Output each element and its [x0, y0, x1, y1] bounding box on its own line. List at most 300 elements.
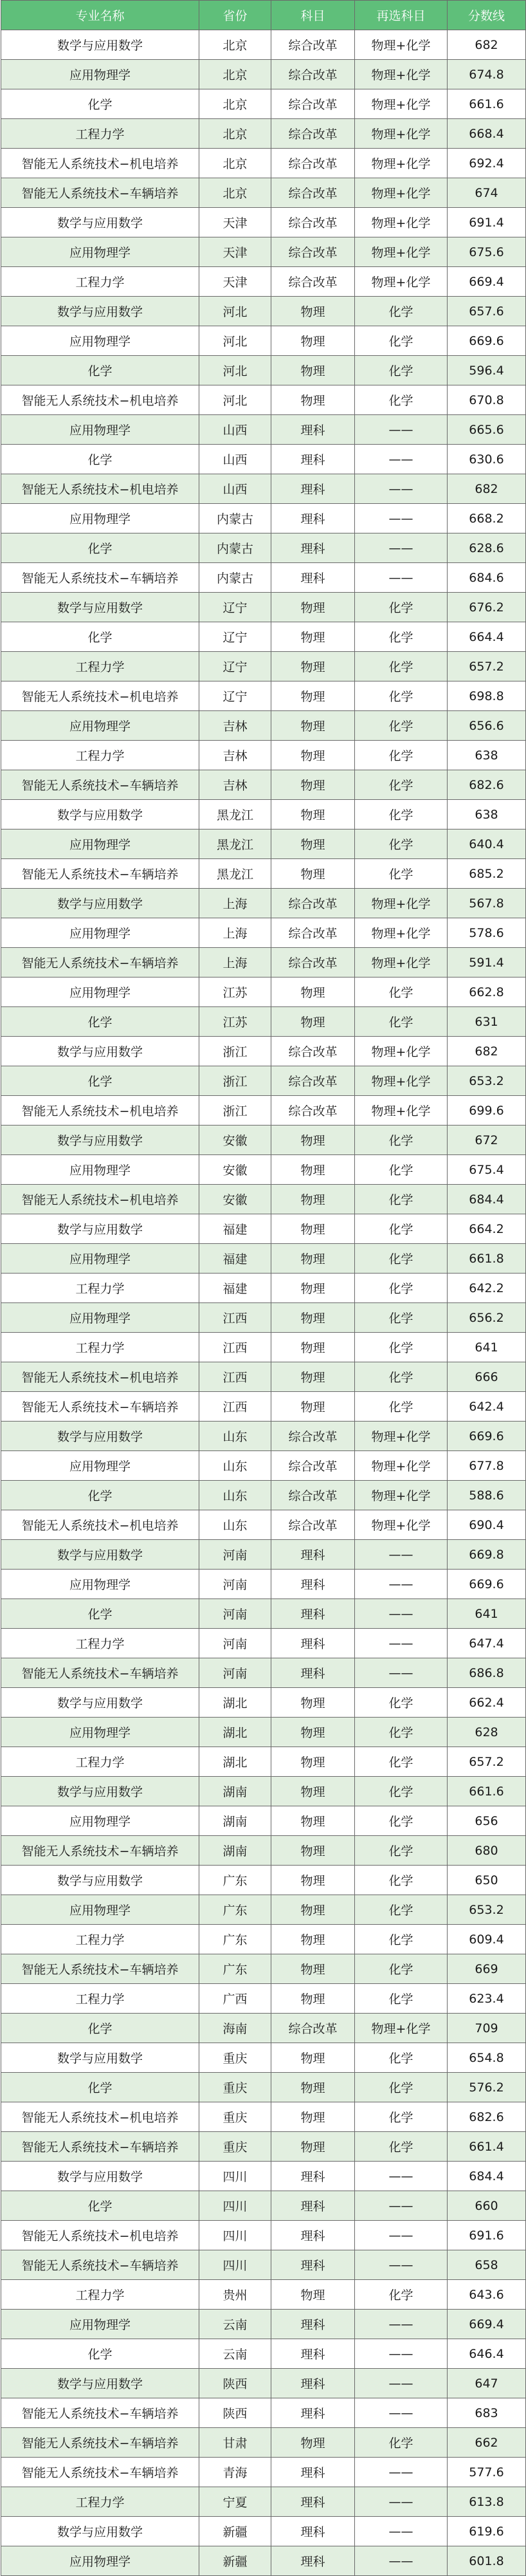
province-cell: 上海 — [199, 889, 271, 918]
major-cell: 智能无人系统技术−车辆培养 — [1, 2250, 199, 2280]
elective-cell: 化学 — [355, 2043, 448, 2073]
subject-cell: 综合改革 — [271, 1066, 355, 1096]
table-row — [1, 1866, 526, 1895]
elective-cell: 化学 — [355, 385, 448, 415]
score-cell: 628 — [448, 1718, 526, 1747]
province-cell: 青海 — [199, 2458, 271, 2487]
province-cell: 浙江 — [199, 1037, 271, 1066]
major-cell: 智能无人系统技术−车辆培养 — [1, 2428, 199, 2458]
elective-cell: 化学 — [355, 1185, 448, 1214]
province-cell: 广西 — [199, 1984, 271, 2014]
province-cell: 北京 — [199, 60, 271, 89]
score-cell: 661.6 — [448, 89, 526, 119]
subject-cell: 物理 — [271, 1126, 355, 1155]
table-row — [1, 445, 526, 474]
major-cell: 化学 — [1, 89, 199, 119]
score-cell: 640.4 — [448, 829, 526, 859]
score-cell: 662.8 — [448, 978, 526, 1007]
major-cell: 数学与应用数学 — [1, 1422, 199, 1451]
score-cell: 623.4 — [448, 1984, 526, 2014]
elective-cell: 化学 — [355, 593, 448, 622]
province-cell: 重庆 — [199, 2073, 271, 2102]
table-header — [1, 1, 526, 30]
major-cell: 智能无人系统技术−机电培养 — [1, 474, 199, 504]
major-cell: 智能无人系统技术−车辆培养 — [1, 563, 199, 593]
score-cell: 576.2 — [448, 2073, 526, 2102]
elective-cell: 物理+化学 — [355, 89, 448, 119]
score-cell: 650 — [448, 1866, 526, 1895]
score-cell: 675.4 — [448, 1155, 526, 1185]
province-cell: 天津 — [199, 237, 271, 267]
elective-cell: 物理+化学 — [355, 178, 448, 208]
elective-cell: 化学 — [355, 652, 448, 681]
score-cell: 660 — [448, 2191, 526, 2221]
elective-cell: 物理+化学 — [355, 30, 448, 60]
major-cell: 应用物理学 — [1, 1244, 199, 1274]
province-cell: 山东 — [199, 1510, 271, 1540]
table-row — [1, 711, 526, 741]
subject-cell: 物理 — [271, 1747, 355, 1777]
subject-cell: 理科 — [271, 1658, 355, 1688]
major-cell: 工程力学 — [1, 1333, 199, 1362]
province-cell: 重庆 — [199, 2043, 271, 2073]
province-cell: 河北 — [199, 297, 271, 326]
province-cell: 辽宁 — [199, 593, 271, 622]
subject-cell: 物理 — [271, 1214, 355, 1244]
score-cell: 647 — [448, 2369, 526, 2398]
table-row — [1, 1984, 526, 2014]
subject-cell: 综合改革 — [271, 89, 355, 119]
subject-cell: 理科 — [271, 1570, 355, 1599]
province-cell: 湖北 — [199, 1747, 271, 1777]
major-cell: 化学 — [1, 2073, 199, 2102]
table-row — [1, 178, 526, 208]
score-cell: 656.2 — [448, 1303, 526, 1333]
province-cell: 江西 — [199, 1362, 271, 1392]
subject-cell: 物理 — [271, 1155, 355, 1185]
province-cell: 浙江 — [199, 1096, 271, 1126]
subject-cell: 物理 — [271, 2102, 355, 2132]
elective-cell: 化学 — [355, 1214, 448, 1244]
score-cell: 641 — [448, 1599, 526, 1629]
major-cell: 工程力学 — [1, 1984, 199, 2014]
table-row — [1, 1214, 526, 1244]
score-cell: 669.6 — [448, 1570, 526, 1599]
elective-cell: —— — [355, 504, 448, 533]
major-cell: 应用物理学 — [1, 1806, 199, 1836]
table-row — [1, 1274, 526, 1303]
score-cell: 674 — [448, 178, 526, 208]
score-cell: 690.4 — [448, 1510, 526, 1540]
major-cell: 化学 — [1, 1066, 199, 1096]
major-cell: 数学与应用数学 — [1, 297, 199, 326]
province-cell: 四川 — [199, 2221, 271, 2250]
elective-cell: 化学 — [355, 326, 448, 356]
table-body — [1, 30, 526, 2576]
elective-cell: 化学 — [355, 622, 448, 652]
score-cell: 676.2 — [448, 593, 526, 622]
subject-cell: 物理 — [271, 1836, 355, 1866]
table-row — [1, 356, 526, 385]
score-cell: 661.6 — [448, 1777, 526, 1806]
province-cell: 辽宁 — [199, 652, 271, 681]
score-cell: 661.8 — [448, 1244, 526, 1274]
major-cell: 智能无人系统技术−车辆培养 — [1, 2132, 199, 2162]
subject-cell: 物理 — [271, 978, 355, 1007]
score-table — [1, 0, 526, 2576]
major-cell: 化学 — [1, 445, 199, 474]
subject-cell: 综合改革 — [271, 60, 355, 89]
elective-cell: 物理+化学 — [355, 267, 448, 297]
subject-cell: 综合改革 — [271, 918, 355, 948]
table-row — [1, 1155, 526, 1185]
major-cell: 数学与应用数学 — [1, 593, 199, 622]
province-cell: 云南 — [199, 2310, 271, 2339]
subject-cell: 理科 — [271, 1540, 355, 1570]
elective-cell: 物理+化学 — [355, 1066, 448, 1096]
province-cell: 山东 — [199, 1481, 271, 1510]
major-cell: 数学与应用数学 — [1, 1540, 199, 1570]
subject-cell: 物理 — [271, 1244, 355, 1274]
major-cell: 工程力学 — [1, 1747, 199, 1777]
elective-cell: —— — [355, 2487, 448, 2517]
major-cell: 数学与应用数学 — [1, 1214, 199, 1244]
score-cell: 709 — [448, 2014, 526, 2043]
elective-cell: 化学 — [355, 1333, 448, 1362]
score-cell: 674.8 — [448, 60, 526, 89]
province-cell: 河南 — [199, 1570, 271, 1599]
score-cell: 657.6 — [448, 297, 526, 326]
major-cell: 应用物理学 — [1, 415, 199, 445]
table-row — [1, 267, 526, 297]
province-cell: 吉林 — [199, 770, 271, 800]
major-cell: 化学 — [1, 1007, 199, 1037]
score-cell: 685.2 — [448, 859, 526, 889]
major-cell: 应用物理学 — [1, 1718, 199, 1747]
score-cell: 613.8 — [448, 2487, 526, 2517]
score-cell: 666 — [448, 1362, 526, 1392]
score-cell: 669.6 — [448, 326, 526, 356]
major-cell: 智能无人系统技术−车辆培养 — [1, 1658, 199, 1688]
subject-cell: 物理 — [271, 1777, 355, 1806]
elective-cell: 化学 — [355, 829, 448, 859]
table-row — [1, 1037, 526, 1066]
score-cell: 601.8 — [448, 2546, 526, 2576]
subject-cell: 综合改革 — [271, 149, 355, 178]
subject-cell: 理科 — [271, 1599, 355, 1629]
table-row — [1, 1392, 526, 1422]
subject-cell: 理科 — [271, 2546, 355, 2576]
score-cell: 683 — [448, 2398, 526, 2428]
table-row — [1, 741, 526, 770]
subject-cell: 综合改革 — [271, 1096, 355, 1126]
elective-cell: 物理+化学 — [355, 149, 448, 178]
major-cell: 智能无人系统技术−车辆培养 — [1, 770, 199, 800]
elective-cell: 化学 — [355, 1806, 448, 1836]
elective-cell: —— — [355, 1599, 448, 1629]
subject-cell: 物理 — [271, 1806, 355, 1836]
major-cell: 数学与应用数学 — [1, 2162, 199, 2191]
subject-cell: 综合改革 — [271, 30, 355, 60]
elective-cell: 化学 — [355, 1688, 448, 1718]
subject-cell: 理科 — [271, 2458, 355, 2487]
province-cell: 湖南 — [199, 1777, 271, 1806]
subject-cell: 综合改革 — [271, 889, 355, 918]
elective-cell: 物理+化学 — [355, 1422, 448, 1451]
major-cell: 应用物理学 — [1, 711, 199, 741]
score-cell: 588.6 — [448, 1481, 526, 1510]
major-cell: 数学与应用数学 — [1, 889, 199, 918]
elective-cell: 化学 — [355, 741, 448, 770]
province-cell: 海南 — [199, 2014, 271, 2043]
table-row — [1, 60, 526, 89]
province-cell: 北京 — [199, 149, 271, 178]
elective-cell: 化学 — [355, 356, 448, 385]
major-cell: 智能无人系统技术−机电培养 — [1, 2102, 199, 2132]
major-cell: 应用物理学 — [1, 504, 199, 533]
major-cell: 应用物理学 — [1, 237, 199, 267]
subject-cell: 物理 — [271, 1688, 355, 1718]
province-cell: 天津 — [199, 208, 271, 237]
score-cell: 656 — [448, 1806, 526, 1836]
table-row — [1, 2014, 526, 2043]
subject-cell: 物理 — [271, 711, 355, 741]
score-cell: 619.6 — [448, 2517, 526, 2546]
subject-cell: 物理 — [271, 770, 355, 800]
province-cell: 广东 — [199, 1925, 271, 1954]
score-cell: 578.6 — [448, 918, 526, 948]
elective-cell: 物理+化学 — [355, 1481, 448, 1510]
elective-cell: 化学 — [355, 297, 448, 326]
table-row — [1, 533, 526, 563]
table-row — [1, 2132, 526, 2162]
major-cell: 应用物理学 — [1, 1895, 199, 1925]
elective-cell: 物理+化学 — [355, 60, 448, 89]
table-row — [1, 1422, 526, 1451]
score-cell: 662.4 — [448, 1688, 526, 1718]
table-row — [1, 829, 526, 859]
major-cell: 数学与应用数学 — [1, 2043, 199, 2073]
subject-cell: 物理 — [271, 326, 355, 356]
province-cell: 贵州 — [199, 2280, 271, 2310]
table-row — [1, 1007, 526, 1037]
score-cell: 638 — [448, 800, 526, 829]
subject-cell: 理科 — [271, 2310, 355, 2339]
elective-cell: 物理+化学 — [355, 889, 448, 918]
province-cell: 浙江 — [199, 1066, 271, 1096]
table-row — [1, 1718, 526, 1747]
subject-cell: 物理 — [271, 741, 355, 770]
major-cell: 数学与应用数学 — [1, 1866, 199, 1895]
province-cell: 天津 — [199, 267, 271, 297]
score-cell: 657.2 — [448, 652, 526, 681]
major-cell: 应用物理学 — [1, 978, 199, 1007]
table-row — [1, 1244, 526, 1274]
table-row — [1, 978, 526, 1007]
elective-cell: 物理+化学 — [355, 1510, 448, 1540]
major-cell: 数学与应用数学 — [1, 1126, 199, 1155]
major-cell: 化学 — [1, 1599, 199, 1629]
table-row — [1, 474, 526, 504]
subject-cell: 物理 — [271, 622, 355, 652]
province-cell: 北京 — [199, 30, 271, 60]
table-row — [1, 2398, 526, 2428]
subject-cell: 物理 — [271, 1392, 355, 1422]
subject-cell: 综合改革 — [271, 1481, 355, 1510]
major-cell: 工程力学 — [1, 1274, 199, 1303]
elective-cell: —— — [355, 2339, 448, 2369]
subject-cell: 物理 — [271, 2073, 355, 2102]
table-row — [1, 800, 526, 829]
table-row — [1, 1599, 526, 1629]
province-cell: 江西 — [199, 1303, 271, 1333]
subject-cell: 理科 — [271, 2487, 355, 2517]
table-row — [1, 1629, 526, 1658]
subject-cell: 物理 — [271, 1866, 355, 1895]
table-row — [1, 948, 526, 978]
table-row — [1, 1658, 526, 1688]
elective-cell: —— — [355, 474, 448, 504]
major-cell: 智能无人系统技术−机电培养 — [1, 1096, 199, 1126]
subject-cell: 物理 — [271, 1185, 355, 1214]
province-cell: 内蒙古 — [199, 563, 271, 593]
province-cell: 江苏 — [199, 1007, 271, 1037]
table-row — [1, 2073, 526, 2102]
major-cell: 应用物理学 — [1, 829, 199, 859]
province-cell: 甘肃 — [199, 2428, 271, 2458]
table-row — [1, 1096, 526, 1126]
major-cell: 化学 — [1, 2339, 199, 2369]
elective-cell: —— — [355, 2310, 448, 2339]
major-cell: 数学与应用数学 — [1, 1688, 199, 1718]
score-cell: 646.4 — [448, 2339, 526, 2369]
major-cell: 应用物理学 — [1, 2546, 199, 2576]
province-cell: 河北 — [199, 326, 271, 356]
province-cell: 内蒙古 — [199, 533, 271, 563]
province-cell: 广东 — [199, 1895, 271, 1925]
table-row — [1, 1185, 526, 1214]
major-cell: 化学 — [1, 356, 199, 385]
major-cell: 智能无人系统技术−机电培养 — [1, 681, 199, 711]
table-row — [1, 326, 526, 356]
score-cell: 668.4 — [448, 119, 526, 149]
table-row — [1, 30, 526, 60]
province-cell: 江西 — [199, 1392, 271, 1422]
province-cell: 重庆 — [199, 2132, 271, 2162]
score-cell: 665.6 — [448, 415, 526, 445]
province-cell: 安徽 — [199, 1155, 271, 1185]
major-cell: 应用物理学 — [1, 1451, 199, 1481]
score-cell: 682 — [448, 30, 526, 60]
elective-cell: —— — [355, 1658, 448, 1688]
elective-cell: —— — [355, 2191, 448, 2221]
score-cell: 669.8 — [448, 1540, 526, 1570]
major-cell: 应用物理学 — [1, 1303, 199, 1333]
subject-cell: 理科 — [271, 474, 355, 504]
major-cell: 化学 — [1, 1481, 199, 1510]
province-cell: 新疆 — [199, 2546, 271, 2576]
table-row — [1, 1540, 526, 1570]
score-cell: 699.6 — [448, 1096, 526, 1126]
table-row — [1, 770, 526, 800]
table-row — [1, 2280, 526, 2310]
table-row — [1, 1510, 526, 1540]
table-row — [1, 2162, 526, 2191]
subject-cell: 综合改革 — [271, 2014, 355, 2043]
table-row — [1, 918, 526, 948]
province-cell: 吉林 — [199, 741, 271, 770]
score-cell: 698.8 — [448, 681, 526, 711]
table-row — [1, 297, 526, 326]
table-row — [1, 1303, 526, 1333]
score-cell: 686.8 — [448, 1658, 526, 1688]
score-cell: 684.4 — [448, 1185, 526, 1214]
table-row — [1, 1806, 526, 1836]
score-cell: 653.2 — [448, 1066, 526, 1096]
major-cell: 智能无人系统技术−机电培养 — [1, 2221, 199, 2250]
score-cell: 654.8 — [448, 2043, 526, 2073]
province-cell: 湖北 — [199, 1718, 271, 1747]
subject-cell: 理科 — [271, 2517, 355, 2546]
subject-cell: 物理 — [271, 652, 355, 681]
table-row — [1, 1333, 526, 1362]
elective-cell: —— — [355, 2162, 448, 2191]
major-cell: 智能无人系统技术−机电培养 — [1, 385, 199, 415]
major-cell: 智能无人系统技术−车辆培养 — [1, 2398, 199, 2428]
major-cell: 化学 — [1, 2191, 199, 2221]
province-cell: 四川 — [199, 2162, 271, 2191]
subject-cell: 理科 — [271, 563, 355, 593]
score-cell: 591.4 — [448, 948, 526, 978]
province-cell: 北京 — [199, 89, 271, 119]
province-cell: 江苏 — [199, 978, 271, 1007]
score-cell: 647.4 — [448, 1629, 526, 1658]
subject-cell: 理科 — [271, 2339, 355, 2369]
score-cell: 684.6 — [448, 563, 526, 593]
elective-cell: 化学 — [355, 800, 448, 829]
table-row — [1, 2043, 526, 2073]
subject-cell: 理科 — [271, 2250, 355, 2280]
table-row — [1, 1126, 526, 1155]
elective-cell: 物理+化学 — [355, 208, 448, 237]
table-row — [1, 1836, 526, 1866]
score-cell: 638 — [448, 741, 526, 770]
province-cell: 四川 — [199, 2250, 271, 2280]
province-cell: 吉林 — [199, 711, 271, 741]
score-cell: 658 — [448, 2250, 526, 2280]
province-cell: 黑龙江 — [199, 859, 271, 889]
header-subject: 科目 — [271, 1, 355, 30]
elective-cell: 物理+化学 — [355, 1451, 448, 1481]
elective-cell: —— — [355, 563, 448, 593]
table-row — [1, 89, 526, 119]
elective-cell: 物理+化学 — [355, 237, 448, 267]
province-cell: 山东 — [199, 1422, 271, 1451]
header-score: 分数线 — [448, 1, 526, 30]
subject-cell: 理科 — [271, 2191, 355, 2221]
header-elective: 再选科目 — [355, 1, 448, 30]
elective-cell: 物理+化学 — [355, 1037, 448, 1066]
elective-cell: 化学 — [355, 1718, 448, 1747]
score-cell: 669.4 — [448, 2310, 526, 2339]
score-cell: 691.4 — [448, 208, 526, 237]
province-cell: 福建 — [199, 1274, 271, 1303]
major-cell: 工程力学 — [1, 2280, 199, 2310]
province-cell: 新疆 — [199, 2517, 271, 2546]
table-row — [1, 2458, 526, 2487]
major-cell: 智能无人系统技术−车辆培养 — [1, 1392, 199, 1422]
score-cell: 669 — [448, 1954, 526, 1984]
